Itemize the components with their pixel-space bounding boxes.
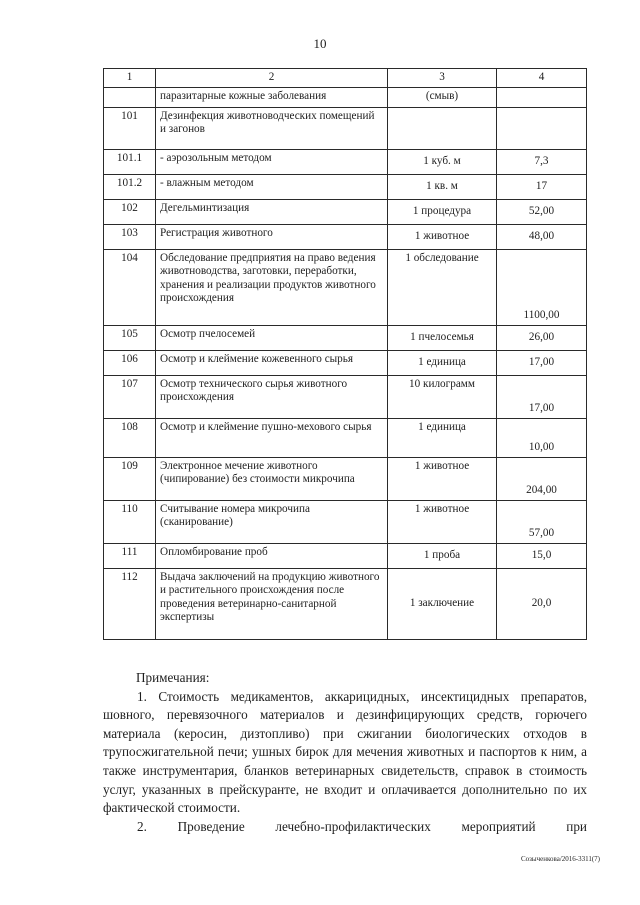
unit: 1 животное	[388, 224, 497, 249]
table-row	[104, 375, 587, 418]
row-number: 109	[104, 457, 156, 500]
unit: 1 проба	[388, 543, 497, 568]
service-name: Осмотр пчелосемей	[156, 325, 388, 350]
notes-section	[103, 669, 587, 836]
table-header-row	[104, 69, 587, 88]
service-name: Опломбирование проб	[156, 543, 388, 568]
service-name: Электронное мечение животного (чипирование) без стоимости микрочипа	[156, 457, 388, 500]
row-number: 104	[104, 249, 156, 325]
table-row	[104, 457, 587, 500]
table-row	[104, 249, 587, 325]
row-number: 101	[104, 107, 156, 149]
table-row	[104, 224, 587, 249]
unit	[388, 107, 497, 149]
price: 17	[497, 174, 587, 199]
table-row	[104, 350, 587, 375]
row-number: 112	[104, 568, 156, 639]
header-col-4: 4	[497, 69, 587, 88]
service-name: Осмотр и клеймение кожевенного сырья	[156, 350, 388, 375]
unit: 1 куб. м	[388, 149, 497, 174]
price: 204,00	[497, 457, 587, 500]
row-number: 106	[104, 350, 156, 375]
price: 48,00	[497, 224, 587, 249]
table-row	[104, 325, 587, 350]
price: 52,00	[497, 199, 587, 224]
price: 17,00	[497, 375, 587, 418]
service-name: Регистрация животного	[156, 224, 388, 249]
page-number: 10	[313, 36, 327, 51]
header-col-2: 2	[156, 69, 388, 88]
price-table	[103, 68, 587, 640]
unit: 1 единица	[388, 350, 497, 375]
table-row	[104, 199, 587, 224]
row-number: 107	[104, 375, 156, 418]
unit: 1 заключение	[388, 568, 497, 639]
row-number: 103	[104, 224, 156, 249]
price: 15,0	[497, 543, 587, 568]
table-row	[104, 87, 587, 107]
unit: (смыв)	[388, 87, 497, 107]
note-item: 1. Стоимость медикаментов, аккарицидных, инсектицидных препаратов, шовного, перевязочного материалов и дезинфицирующих средств, горючего материала (керосин, дизтопливо) при сжигании биологических отходов в трупосжигательной печи; ушных бирок для мечения животных и паспортов к ним, а также инструментария, бланков ветеринарных свидетельств, справок в стоимость услуг, указанных в прейскуранте, не входит и оплачивается дополнительно по их фактической стоимости.	[103, 688, 587, 816]
header-col-3: 3	[388, 69, 497, 88]
row-number: 105	[104, 325, 156, 350]
unit: 1 пчелосемья	[388, 325, 497, 350]
row-number: 101.2	[104, 174, 156, 199]
row-number: 110	[104, 500, 156, 543]
unit: 1 животное	[388, 457, 497, 500]
document-code: Созыченкова/2016-3311(7)	[520, 855, 600, 863]
price: 10,00	[497, 418, 587, 457]
table-row	[104, 107, 587, 149]
price: 7,3	[497, 149, 587, 174]
unit: 10 килограмм	[388, 375, 497, 418]
row-number: 111	[104, 543, 156, 568]
price: 1100,00	[497, 249, 587, 325]
row-number: 108	[104, 418, 156, 457]
row-number: 102	[104, 199, 156, 224]
service-name: паразитарные кожные заболевания	[156, 87, 388, 107]
service-name: - аэрозольным методом	[156, 149, 388, 174]
service-name: Осмотр и клеймение пушно-мехового сырья	[156, 418, 388, 457]
note-item: 2. Проведение лечебно-профилактических мероприятий при	[137, 818, 587, 834]
row-number: 101.1	[104, 149, 156, 174]
price: 26,00	[497, 325, 587, 350]
price	[497, 107, 587, 149]
header-col-1: 1	[104, 69, 156, 88]
price: 57,00	[497, 500, 587, 543]
unit: 1 обследование	[388, 249, 497, 325]
price	[497, 87, 587, 107]
price: 20,0	[497, 568, 587, 639]
table-row	[104, 500, 587, 543]
service-name: Дегельминтизация	[156, 199, 388, 224]
notes-title: Примечания:	[136, 670, 210, 685]
service-name: Осмотр технического сырья животного происхождения	[156, 375, 388, 418]
service-name: - влажным методом	[156, 174, 388, 199]
price: 17,00	[497, 350, 587, 375]
unit: 1 животное	[388, 500, 497, 543]
unit: 1 процедура	[388, 199, 497, 224]
table-row	[104, 568, 587, 639]
table-row	[104, 149, 587, 174]
row-number	[104, 87, 156, 107]
service-name: Дезинфекция животноводческих помещений и загонов	[156, 107, 388, 149]
service-name: Обследование предприятия на право ведения животноводства, заготовки, переработки, хранения и реализации продуктов животного происхождения	[156, 249, 388, 325]
table-row	[104, 543, 587, 568]
table-row	[104, 418, 587, 457]
service-name: Считывание номера микрочипа (сканирование)	[156, 500, 388, 543]
unit: 1 кв. м	[388, 174, 497, 199]
unit: 1 единица	[388, 418, 497, 457]
table-row	[104, 174, 587, 199]
service-name: Выдача заключений на продукцию животного и растительного происхождения после проведения ветеринарно-санитарной экспертизы	[156, 568, 388, 639]
